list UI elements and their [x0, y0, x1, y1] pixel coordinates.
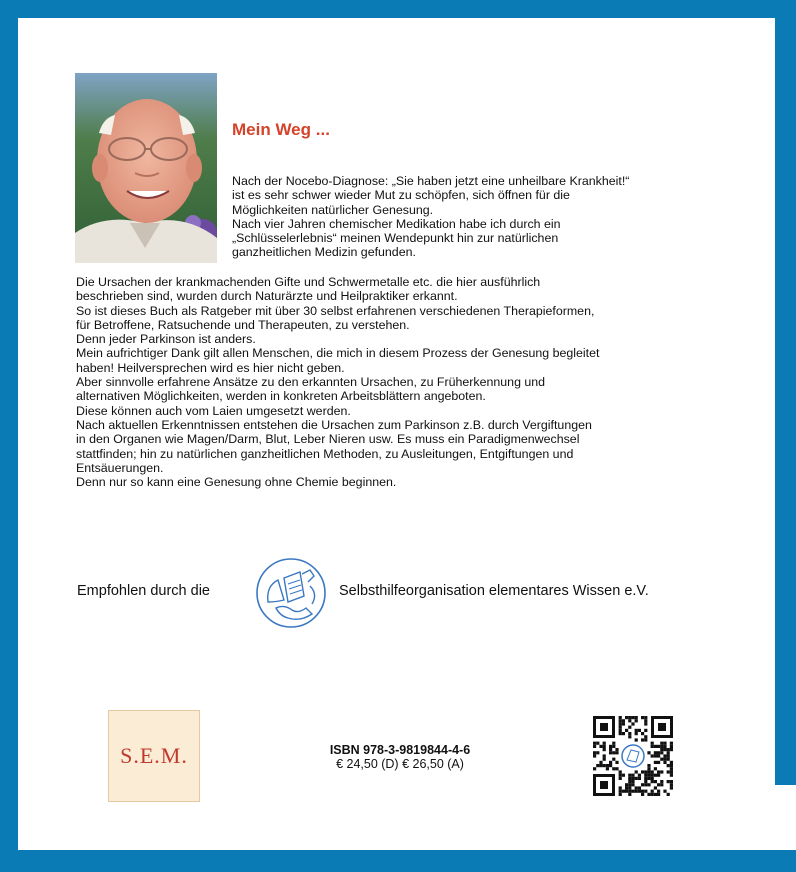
text-line: ist es sehr schwer wieder Mut zu schöpfen, sich öffnen für die — [232, 188, 570, 203]
author-photo — [75, 73, 217, 263]
organization-logo-icon — [254, 556, 328, 630]
border-notch — [775, 785, 796, 850]
intro-paragraph — [232, 174, 702, 260]
text-line: haben! Heilversprechen wird es hier nicht geben. — [76, 360, 345, 375]
body-paragraph — [76, 275, 756, 489]
text-line: Entsäuerungen. — [76, 460, 164, 475]
recommendation-prefix: Empfohlen durch die — [77, 583, 210, 599]
organization-name: Selbsthilfeorganisation elementares Wissen e.V. — [339, 583, 649, 599]
text-line: Aber sinnvolle erfahrene Ansätze zu den erkannten Ursachen, zu Früherkennung und — [76, 375, 546, 390]
price-text: € 24,50 (D) € 26,50 (A) — [336, 757, 464, 771]
publisher-logo — [108, 710, 200, 802]
text-line: Nach der Nocebo-Diagnose: „Sie haben jetzt eine unheilbare Krankheit!“ — [232, 174, 630, 188]
text-line: Denn jeder Parkinson ist anders. — [76, 332, 256, 347]
qr-code-icon — [593, 716, 673, 796]
text-line: Die Ursachen der krankmachenden Gifte und Schwermetalle etc. die hier ausführlich — [76, 275, 541, 289]
text-line: in den Organen wie Magen/Darm, Blut, Leber Nieren usw. Es muss ein Paradigmenwechsel — [76, 432, 580, 447]
text-line: „Schlüsselerlebnis“ meinen Wendepunkt hin zur natürlichen — [232, 231, 559, 246]
text-line: Nach aktuellen Erkenntnissen entstehen die Ursachen zum Parkinson z.B. durch Vergiftungen — [76, 417, 592, 432]
text-line: alternativen Möglichkeiten, werden in konkreten Arbeitsblättern angeboten. — [76, 389, 486, 404]
text-line: Denn nur so kann eine Genesung ohne Chemie beginnen. — [76, 475, 397, 490]
text-line: Mein aufrichtiger Dank gilt allen Menschen, die mich in diesem Prozess der Genesung begleitet — [76, 346, 600, 361]
text-line: für Betroffene, Ratsuchende und Therapeuten, zu verstehen. — [76, 317, 410, 332]
text-line: Nach vier Jahren chemischer Medikation habe ich durch ein — [232, 216, 561, 231]
text-line: ganzheitlichen Medizin gefunden. — [232, 245, 416, 260]
text-line: So ist dieses Buch als Ratgeber mit über 30 selbst erfahrenen verschiedenen Therapieformen, — [76, 303, 595, 318]
section-title: Mein Weg ... — [232, 120, 330, 139]
text-line: Diese können auch vom Laien umgesetzt werden. — [76, 403, 351, 418]
isbn-block — [300, 743, 500, 771]
isbn-number: ISBN 978-3-9819844-4-6 — [329, 743, 471, 757]
publisher-logo-text: S.E.M. — [120, 743, 188, 768]
text-line: beschrieben sind, wurden durch Naturärzte und Heilpraktiker erkannt. — [76, 289, 458, 304]
text-line: Möglichkeiten natürlicher Genesung. — [232, 202, 434, 217]
text-line: stattfinden; hin zu natürlichen ganzheitlichen Methoden, zu Ausleitungen, Entgiftungen und — [76, 446, 574, 461]
